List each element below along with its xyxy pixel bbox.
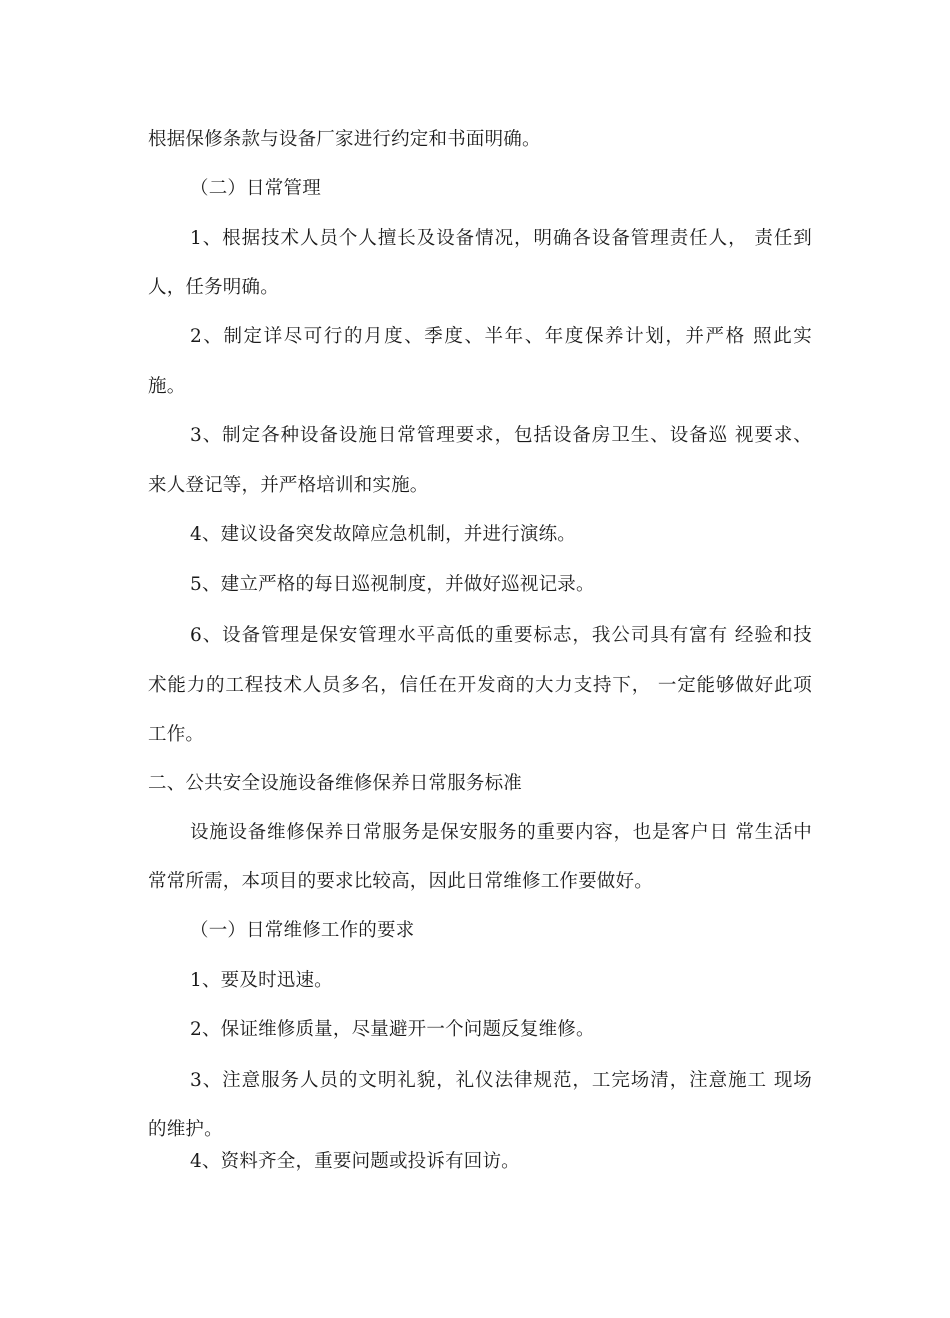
text-line: 4、资料齐全，重要问题或投诉有回访。 [190, 1151, 520, 1172]
text-line: 施。 [148, 376, 186, 397]
section-heading: （一）日常维修工作的要求 [190, 920, 415, 941]
text-line: 来人登记等，并严格培训和实施。 [148, 475, 429, 496]
text-line: 术能力的工程技术人员多名，信任在开发商的大力支持下， 一定能够做好此项 [148, 675, 812, 696]
text-line: 2、保证维修质量，尽量避开一个问题反复维修。 [190, 1019, 595, 1040]
text-line: 5、建立严格的每日巡视制度，并做好巡视记录。 [190, 574, 595, 595]
text-line: 6、设备管理是保安管理水平高低的重要标志，我公司具有富有 经验和技 [190, 625, 812, 646]
text-line: 根据保修条款与设备厂家进行约定和书面明确。 [148, 129, 541, 150]
text-line: 人，任务明确。 [148, 277, 279, 298]
section-heading: 二、公共安全设施设备维修保养日常服务标准 [148, 773, 523, 794]
text-line: 1、要及时迅速。 [190, 970, 333, 991]
text-line: 3、注意服务人员的文明礼貌，礼仪法律规范，工完场清，注意施工 现场 [190, 1070, 812, 1091]
text-line: 的维护。 [148, 1119, 223, 1140]
section-heading: （二）日常管理 [190, 178, 321, 199]
text-line: 3、制定各种设备设施日常管理要求，包括设备房卫生、设备巡 视要求、 [190, 425, 812, 446]
text-line: 设施设备维修保养日常服务是保安服务的重要内容，也是客户日 常生活中 [190, 822, 812, 843]
text-line: 常常所需，本项目的要求比较高，因此日常维修工作要做好。 [148, 871, 653, 892]
text-line: 工作。 [148, 724, 205, 745]
text-line: 2、制定详尽可行的月度、季度、半年、年度保养计划，并严格 照此实 [190, 326, 812, 347]
text-line: 4、建议设备突发故障应急机制，并进行演练。 [190, 524, 576, 545]
text-line: 1、根据技术人员个人擅长及设备情况，明确各设备管理责任人， 责任到 [190, 228, 812, 249]
